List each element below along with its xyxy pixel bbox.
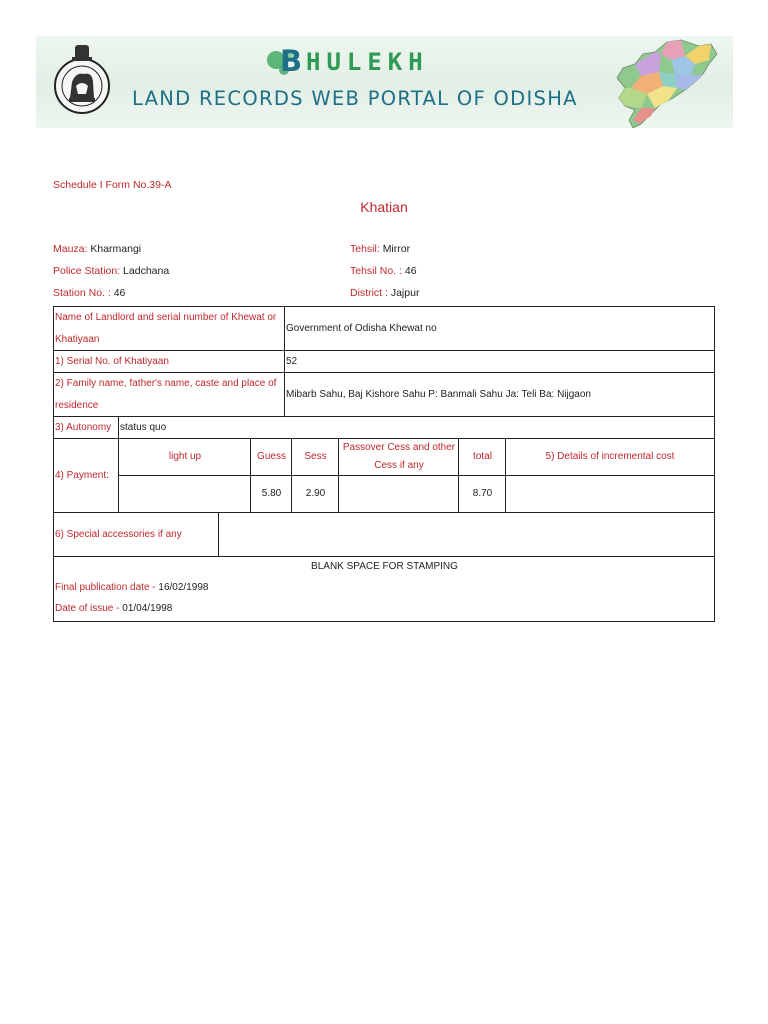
special-accessories-label: 6) Special accessories if any (55, 528, 182, 540)
incremental-cost-header: 5) Details of incremental cost (545, 451, 675, 462)
district-value: Jajpur (390, 287, 420, 299)
guess-value: 5.80 (261, 488, 282, 499)
passover-cess-header: Passover Cess and other Cess if any (342, 442, 456, 471)
special-accessories-value (219, 513, 713, 556)
serial-value: 52 (286, 355, 298, 367)
tehsil-label: Tehsil: (350, 243, 380, 255)
mauza-label: Mauza: (53, 243, 88, 255)
payment-label: 4) Payment: (55, 469, 109, 481)
family-value: Mibarb Sahu, Baj Kishore Sahu P: Banmali Sahu Ja: Teli Ba: Nijgaon (286, 388, 591, 400)
passover-cess-value (339, 476, 458, 512)
tehsil-value: Mirror (382, 243, 411, 255)
tehsil-no-value: 46 (404, 265, 417, 277)
police-station-label: Police Station: (53, 265, 121, 277)
autonomy-value: status quo (120, 421, 167, 433)
station-no-label: Station No. : (53, 287, 111, 299)
station-no-value: 46 (113, 287, 126, 299)
document-title: Khatian (360, 199, 408, 215)
form-number-label: Schedule I Form No.39-A (53, 179, 172, 191)
tehsil-field (350, 243, 410, 255)
stamping-space-label: BLANK SPACE FOR STAMPING (311, 561, 458, 572)
guess-header: Guess (257, 451, 286, 462)
odisha-state-emblem-icon (52, 42, 112, 122)
landlord-label: Name of Landlord and serial number of Khewat or Khatiyaan (55, 312, 277, 345)
police-station-field (53, 265, 169, 277)
tehsil-no-field (350, 265, 417, 277)
sess-header: Sess (304, 451, 327, 462)
bhulekh-logo (264, 42, 444, 78)
mauza-value: Kharmangi (90, 243, 142, 255)
district-field (350, 287, 419, 299)
final-publication-value: 16/02/1998 (158, 582, 209, 593)
total-value: 8.70 (472, 488, 493, 499)
portal-title: LAND RECORDS WEB PORTAL OF ODISHA (132, 87, 578, 110)
khatian-table (53, 306, 715, 622)
autonomy-label: 3) Autonomy (55, 421, 112, 433)
site-banner (36, 36, 733, 128)
sess-value: 2.90 (305, 488, 326, 499)
serial-label: 1) Serial No. of Khatiyaan (55, 355, 169, 367)
police-station-value: Ladchana (123, 265, 170, 277)
light-up-value (119, 476, 250, 512)
svg-text:B: B (280, 44, 303, 78)
station-no-field (53, 287, 125, 299)
landlord-value: Government of Odisha Khewat no (286, 322, 437, 334)
final-publication-row (54, 577, 454, 599)
issue-date-value: 01/04/1998 (122, 603, 173, 614)
district-label: District : (350, 287, 388, 299)
tehsil-no-label: Tehsil No. : (350, 265, 402, 277)
mauza-field (53, 243, 141, 255)
total-header: total (473, 451, 492, 462)
incremental-cost-value (506, 476, 713, 512)
issue-date-label: Date of issue - (55, 603, 120, 614)
family-label: 2) Family name, father's name, caste and place of residence (55, 378, 277, 411)
final-publication-label: Final publication date - (55, 582, 156, 593)
svg-text:HULEKH: HULEKH (306, 48, 429, 76)
odisha-map-icon (611, 38, 719, 128)
issue-date-row (54, 598, 454, 620)
light-up-header: light up (168, 451, 202, 462)
